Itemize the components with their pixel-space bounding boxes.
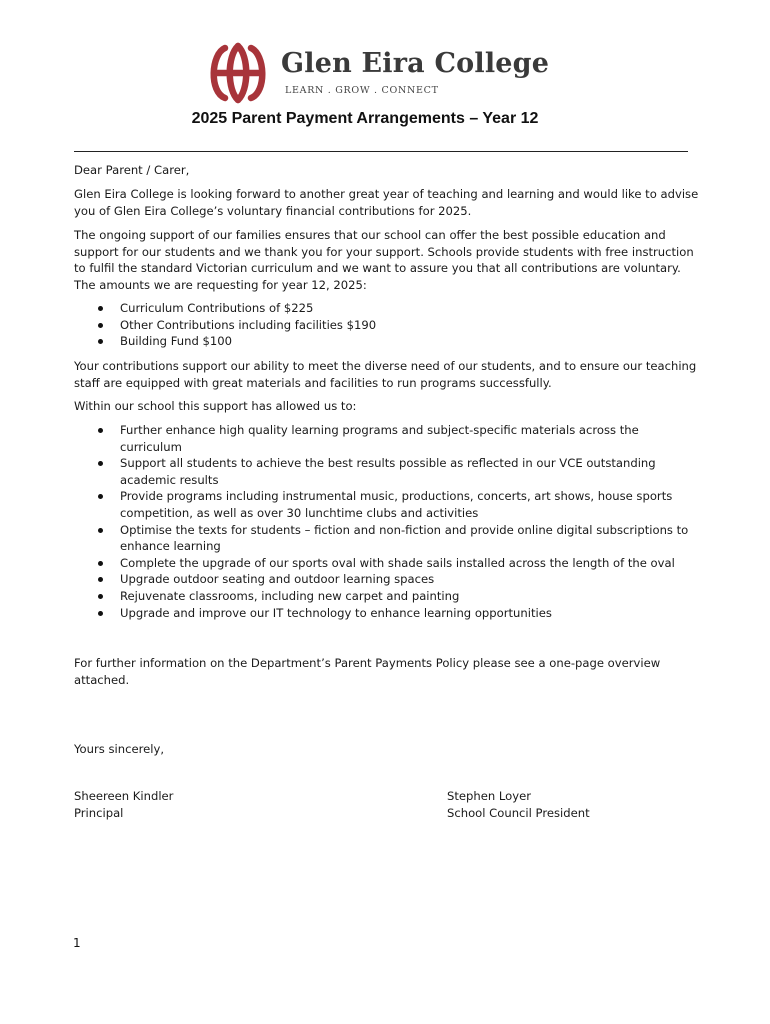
list-item: Optimise the texts for students – fiction and non-fiction and provide online digital subscriptions to enhance learning	[74, 522, 700, 555]
college-tagline: LEARN . GROW . CONNECT	[285, 85, 439, 96]
intro-paragraph: Glen Eira College is looking forward to another great year of teaching and learning and would like to advise you of Glen Eira College’s voluntary financial contributions for 2025.	[74, 187, 699, 218]
list-item: Curriculum Contributions of $225	[74, 300, 700, 317]
within-paragraph: Within our school this support has allowed us to:	[74, 399, 357, 413]
list-item: Further enhance high quality learning programs and subject-specific materials across the curriculum	[74, 422, 700, 455]
signatory-principal	[74, 788, 173, 821]
bullet-icon	[98, 428, 103, 433]
signatory-role: School Council President	[447, 805, 590, 820]
college-name: Glen Eira College	[281, 48, 550, 79]
list-item: Other Contributions including facilities $190	[74, 317, 700, 334]
letter-title: 2025 Parent Payment Arrangements – Year 12	[191, 110, 539, 127]
list-item: Upgrade outdoor seating and outdoor learning spaces	[74, 571, 700, 588]
bullet-icon	[98, 594, 103, 599]
page-number: 1	[73, 936, 81, 950]
impact-paragraph: Your contributions support our ability to meet the diverse need of our students, and to ensure our teaching staff are equipped with great materials and facilities to run programs successfully.	[74, 359, 697, 390]
signatory-council-president	[447, 788, 590, 821]
list-item: Complete the upgrade of our sports oval with shade sails installed across the length of the oval	[74, 555, 700, 572]
list-item: Support all students to achieve the best results possible as reflected in our VCE outstanding academic results	[74, 455, 700, 488]
bullet-icon	[98, 494, 103, 499]
bullet-icon	[98, 306, 103, 311]
greeting: Dear Parent / Carer,	[74, 163, 190, 177]
signatory-name: Sheereen Kindler	[74, 789, 174, 803]
further-info-paragraph: For further information on the Department’s Parent Payments Policy please see a one-page overview attached.	[74, 656, 661, 687]
signatory-name: Stephen Loyer	[447, 789, 532, 803]
bullet-icon	[98, 611, 103, 616]
list-item: Rejuvenate classrooms, including new carpet and painting	[74, 588, 700, 605]
list-item: Upgrade and improve our IT technology to enhance learning opportunities	[74, 605, 700, 622]
title-divider	[74, 151, 688, 152]
bullet-icon	[98, 461, 103, 466]
bullet-icon	[98, 323, 103, 328]
college-logo	[203, 42, 550, 104]
achievements-list	[74, 422, 700, 621]
signatory-role: Principal	[74, 805, 124, 820]
contributions-list	[74, 300, 700, 350]
gec-monogram-icon	[203, 42, 273, 104]
bullet-icon	[98, 339, 103, 344]
bullet-icon	[98, 561, 103, 566]
closing: Yours sincerely,	[74, 742, 165, 756]
bullet-icon	[98, 528, 103, 533]
bullet-icon	[98, 577, 103, 582]
list-item: Provide programs including instrumental music, productions, concerts, art shows, house sports competition, as well as over 30 lunchtime clubs and activities	[74, 488, 700, 521]
support-paragraph: The ongoing support of our families ensures that our school can offer the best possible education and support for our students and we thank you for your support. Schools provide students with free instruction to fulfil the standard Victorian curriculum and we want to assure you that all contributions are voluntary. The amounts we are requesting for year 12, 2025:	[74, 228, 694, 292]
list-item: Building Fund $100	[74, 333, 700, 350]
